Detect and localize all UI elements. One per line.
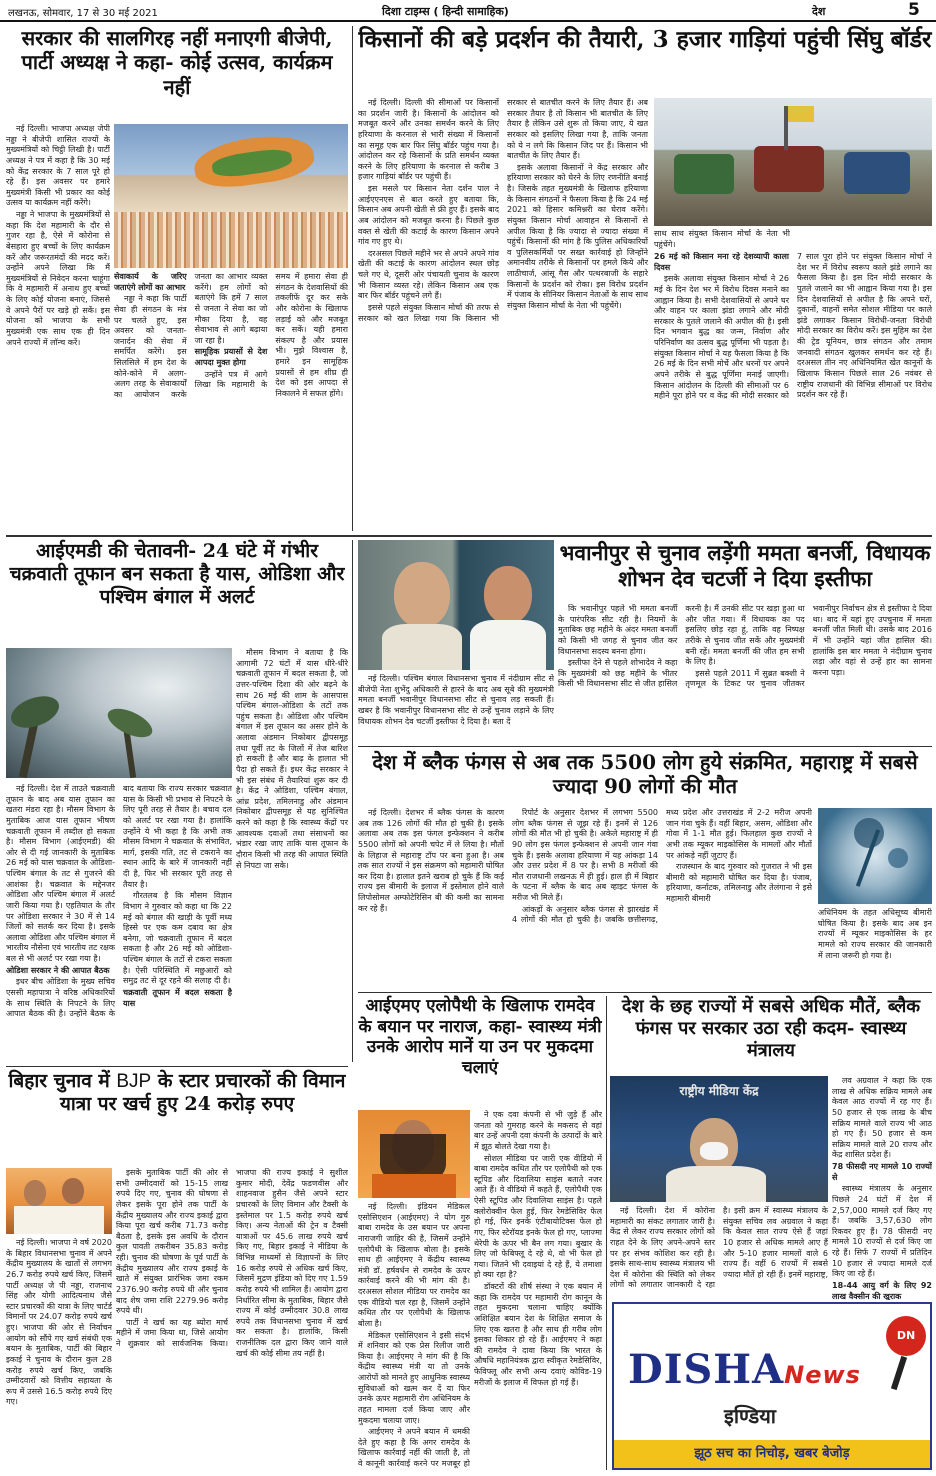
media-centre-banner: राष्ट्रीय मीडिया केंद्र	[679, 1084, 759, 1098]
ad-tagline: झूठ सच का निचोड़, खबर बेजोड़	[614, 1440, 930, 1468]
a2-para: दरअसल पिछले महीने भर से अपने अपने गांव खेती की कटाई के कारण आंदोलन स्थल छोड़ चले गए थे, दूसरी ओर पंचायती चुनाव के कारण भी किसान व्यस्त रहे। लेकिन किसान अब एक बार फिर बॉर्डर पहुंचने लगे हैं।	[358, 248, 499, 301]
a2-para: इस मसले पर किसान नेता दर्शन पाल ने आईएएनएस से बात करते हुए बताया कि, किसान अब अपनी खेती से फ्री हुए हैं। इसके बाद अब आंदोलन को मजबूत करना है। पिछले कुछ वक्त से खेती की कटाई के कारण किसान अपने गांव गए हुए थे।	[358, 184, 499, 247]
header-date: लखनऊ, सोमवार, 17 से 30 मई 2021	[8, 8, 158, 19]
a1-para: उन्होंने पत्र में आगे लिखा कि महामारी के समय में हमारा सेवा ही संगठन के देशवासियों की तकलीफें दूर कर सके और कोरोना के खिलाफ लड़ाई को और मजबूत कर सकें। यही हमारा संकल्प है और प्रयास भी। मुझे विश्वास है, हमारे इन सामूहिक प्रयासों से हम शीघ्र ही देश को इस आपदा से निकालने में सफल होंगे।	[194, 272, 348, 398]
a3-subhead: चक्रवाती तूफान में बदल सकता है यास	[123, 987, 232, 1008]
a5-para: रिपोर्ट के अनुसार देशभर में लगभग 5500 लोग ब्लैक फंगस से जूझ रहे हैं। इनमें से 126 लोगों की मौत भी हो चुकी है। अकेले महाराष्ट्र में ही 90 लोग इस फंगल इन्फेक्शन से अपनी जान गंवा चुके हैं। इसके अलावा हरियाणा में यह आंकड़ा 14 और उत्तर प्रदेश में 8 पर है। सभी 8 मरीजों की मौत राजधानी लखनऊ में ही हुई। हाल ही में बिहार के पटना में ब्लैक के बाद अब व्हाइट फंगस के मरीज भी मिले हैं।	[512, 808, 658, 902]
a1-para: नई दिल्ली। भाजपा अध्यक्ष जेपी नड्डा ने बीजेपी शासित राज्यों के मुख्यमंत्रियों को चिट्ठी लिखी है। पार्टी अध्यक्ष ने पत्र में कहा है कि 30 मई को केंद्र सरकार के 7 साल पूरे हो रहे हैं। इस अवसर पर हमारे मुख्यमंत्री किसी भी प्रकार का कोई उत्सव या कार्यक्रम नहीं करेंगे।	[6, 124, 110, 208]
photo-mamata-shobhandeb	[358, 540, 554, 670]
article-ima-ramdev	[358, 996, 602, 1470]
a6-para: मेडिकल एसोसिएशन ने इसी संदर्भ में शनिवार को एक प्रेस रिलीज जारी किया है। आईएमए ने मांग की है कि केंद्रीय स्वास्थ्य मंत्री या तो उनके आरोपों को मानते हुए आधुनिक स्वास्थ्य सुविधाओं को खत्म कर दें या फिर उनके ऊपर महामारी रोग अधिनियम के तहत मामला दर्ज किया जाए और मुकदमा चलाया जाए।	[358, 1330, 470, 1425]
photo-bjp-leaders	[6, 1168, 112, 1234]
a5-para: राजस्थान के बाद गुरुवार को गुजरात ने भी इस बीमारी को महामारी घोषित कर दिया है। पंजाब, हरियाणा, कर्नाटक, तमिलनाडु और तेलंगाना ने इसे महामारी बीमारी	[666, 862, 812, 903]
headline-farmers-protest: किसानों की बड़े प्रदर्शन की तैयारी, 3 हजार गाड़ियां पहुंची सिंघु बॉर्डर	[358, 26, 932, 53]
ad-brand-news: News	[784, 1361, 861, 1389]
a6-para: आईएमए ने अपने बयान में धमकी देते हुए कहा है कि अगर रामदेव के खिलाफ कार्रवाई नहीं की जाती है, तो वे कानूनी कार्रवाई करने पर मजबूर हो	[358, 1427, 470, 1468]
a5-para: नई दिल्ली। देशभर में ब्लैक फंगस के कारण अब तक 126 लोगों की मौत हो चुकी है। इसके अलावा अब तक इस फंगल इन्फेक्शन ने करीब 5500 लोगों को अपनी चपेट में ले लिया है। मौतों के लिहाज से महाराष्ट्र टॉप पर बना हुआ है। अब तक सात राज्यों ने इस संक्रमण को महामारी घोषित कर दिया है। हालात इतने खराब हो चुके हैं कि कई राज्य इस बीमारी के इलाज में इस्तेमाल होने वाले लिपोसोमल अम्फोटेरिसिन बी की कमी का सामना कर रहे हैं।	[358, 808, 504, 913]
a6-para: सोशल मीडिया पर जारी एक वीडियो में बाबा रामदेव कथित तौर पर एलोपैथी को एक स्टूपिड और दिवालिया साइंस बताते नजर आते हैं। वे वीडियो में कहते हैं, एलोपैथी एक ऐसी स्टूपिड और दिवालिया साइंस है। पहले क्लोरोक्वीन फेल हुई, फिर रेमडेसिविर फेल हो गई, फिर इनके एंटीबायोटिक्स फेल हो गए, फिर स्टेरॉयड इनके फेल हो गए, प्लाज्मा थेरेपी के ऊपर भी बैन लग गया। बुखार के लिए जो फेबिफ्लू दे रहे थे, वो भी फेल हो गया। जितने भी दवाइयां दे रहे हैं, ये तमाशा हो क्या रहा है?	[474, 1153, 602, 1280]
a7-para: नई दिल्ली। देश में कोरोना महामारी का संकट लगातार जारी है। केंद्र से लेकर राज्य सरकार लोगों को राहत देने के लिए अपने-अपने स्तर पर हर संभव कोशिश कर रही है। इसके साथ-साथ स्वास्थ्य मंत्रालय भी देश में कोरोना की स्थिति को लेकर लोगों को लगातार जानकारी दे रहा है। इसी क्रम में स्वास्थ्य मंत्रालय के संयुक्त सचिव लव अग्रवाल ने कहा कि केवल सात राज्य ऐसे हैं जहां 10 हजार से अधिक मामले आए हैं और 5-10 हजार मामलों वाले 6 राज्य हैं। वहीं 6 राज्यों में सबसे ज्यादा मौतें हो रही हैं। इनमें महाराष्ट्र,	[610, 1206, 828, 1290]
section-rule	[6, 1066, 348, 1067]
article-black-fungus	[358, 750, 932, 990]
header-bar	[0, 0, 936, 22]
section-rule	[6, 535, 932, 537]
article-health-ministry	[610, 996, 932, 1300]
photo-caption: साथ साथ संयुक्त किसान मोर्चा के नेता भी पहुंचेंगे।	[654, 229, 790, 249]
a8-para: पार्टी ने खर्च का यह ब्योरा मार्च महीने में जमा किया था, जिसे आयोग ने शुक्रवार को सार्वजनिक किया। भाजपा की राज्य इकाई ने सुशील कुमार मोदी, देवेंद्र फडणवीस और शाहनवाज हुसैन जैसे अपने स्टार प्रचारकों के लिए विमान और टैक्सी के इस्तेमाल पर 1.5 करोड़ रुपये खर्च किए। अन्य नेताओं की ट्रेन व टैक्सी यात्राओं पर 45.6 लाख रुपये खर्च किए गए, बिहार इकाई ने मीडिया के विभिन्न माध्यमों से विज्ञापनों के लिए 16 करोड़ रुपये से अधिक खर्च किए, जिसमें मुद्रण इंडिया को दिए गए 1.59 करोड़ रुपये भी शामिल हैं। आयोग द्वारा निर्धारित सीमा के मुताबिक, बिहार जैसे राज्य में कोई उम्मीदवार 30.8 लाख रुपये तक विधानसभा चुनाव में खर्च कर सकता है। हालांकि, किसी राजनीतिक दल द्वारा किए जाने वाले खर्च की कोई सीमा तय नहीं है।	[116, 1168, 348, 1358]
a1-para: नड्डा ने भाजपा के मुख्यमंत्रियों से कहा कि देश महामारी के दौर से गुजर रहा है, ऐसे में कोरोना से बेसहारा हुए बच्चों के लिए कार्यक्रम करें और जरूरतमंदों की मदद करें। उन्होंने अपने लिखा कि मैं मुख्यमंत्रियों से निवेदन करना चाहूंगा कि वे महामारी में अनाथ हुए बच्चों के लिए कोई योजना बनाएं, जिससे वे अपने पैरों पर खड़े हो सकें। इस योजना को भाजपा के सभी मुख्यमंत्री एक साथ एक ही दिन अपने राज्यों में लॉन्च करें।	[6, 210, 110, 347]
a6-para: डॉक्टरों की शीर्ष संस्था ने एक बयान में कहा कि रामदेव पर महामारी रोग कानून के तहत मुकदमा चलाना चाहिए क्योंकि अशिक्षित बयान देश के शिक्षित समाज के लिए एक खतरा है और साथ ही गरीब लोग इसका शिकार हो रहे हैं। आईएमए ने कहा की रामदेव ने दावा किया कि भारत के औषधि महानियंत्रक द्वारा स्वीकृत रेमडेसिविर, फेविफ्लू और सभी अन्य दवाएं कोविड-19 मरीजों के इलाज में विफल हो गई हैं।	[474, 1282, 602, 1387]
a2-para: नई दिल्ली। दिल्ली की सीमाओं पर किसानों का प्रदर्शन जारी है। किसानों के आंदोलन को मजबूत करने और उनका समर्थन करने के लिए हरियाणा के करनाल से भारी संख्या में किसानों का समूह एक बार फिर सिंघु बॉर्डर पहुंच गया है। आंदोलन कर रहे किसानों के प्रति समर्थन व्यक्त करने के लिए हरियाणा के करनाल से करीब 3 हजार गाड़ियां बॉर्डर पर पहुंची हैं।	[358, 98, 499, 182]
advert-disha-news	[612, 1302, 932, 1470]
a7-para: लव अग्रवाल ने कहा कि एक लाख से अधिक सक्रिय मामले अब केवल आठ राज्यों में रह गए हैं। 50 हजार से एक लाख के बीच सक्रिय मामले वाले राज्य भी आठ हो गए हैं। 50 हजार से कम सक्रिय मामले वाले 20 राज्य और केंद्र शासित प्रदेश हैं।	[832, 1076, 932, 1160]
column-rule	[352, 540, 353, 1062]
a1-subhead: सामूहिक प्रयासों से देश आपदा मुक्त होगा	[194, 347, 268, 367]
a5-para: आंकड़ों के अनुसार ब्लैक फंगस से झारखंड में 4 लोगों की मौत हो चुकी है। जबकि छत्तीसगढ़, मध्य प्रदेश और उत्तराखंड में 2-2 मरीज अपनी जान गंवा चुके हैं। वहीं बिहार, असम, ओडिशा और गोवा में 1-1 मौत हुई। फिलहाल कुछ राज्यों ने अभी तक म्यूकर माइकोसिस के मामलों और मौतों पर आंकड़े नहीं जुटाए हैं।	[512, 808, 812, 925]
photo-caption-mamata	[358, 674, 554, 742]
article-bjp-anniversary	[6, 26, 348, 531]
column-rule	[352, 26, 353, 531]
a8-para: नई दिल्ली। भाजपा ने वर्ष 2020 के बिहार विधानसभा चुनाव में अपने केंद्रीय मुख्यालय के खातों से लगभग 26.7 करोड़ रुपये खर्च किए, जिसमें पार्टी अध्यक्ष जे पी नड्डा, राजनाथ सिंह और योगी आदित्यनाथ जैसे स्टार प्रचारकों की यात्रा के लिए चार्टर्ड विमानों पर 24.07 करोड़ रुपये खर्च हुए। भाजपा की ओर से निर्वाचन आयोग को सौंपे गए खर्च संबंधी एक बयान के मुताबिक, पार्टी की बिहार इकाई ने चुनाव के दौरान कुल 28 करोड़ रुपये खर्च किए, जबकि उम्मीदवारों को वित्तीय सहायता के रूप में उससे 16.5 करोड़ रुपये दिए गए।	[6, 1238, 112, 1407]
header-paper-name: दिशा टाइम्स ( हिन्दी सामाहिक)	[382, 5, 509, 18]
headline-bjp-anniversary: सरकार की सालगिरह नहीं मनाएगी बीजेपी, पार्टी अध्यक्ष ने कहा- कोई उत्सव, कार्यक्रम नहीं	[21, 26, 333, 99]
header-page-number: 5	[908, 0, 920, 20]
a6-para: नई दिल्ली। इंडियन मेडिकल एसोसिएशन (आईएमए) ने योग गुरु बाबा रामदेव के उस बयान पर अपना नाराजगी जाहिर की है, जिसमें उन्होंने एलोपैथी के खिलाफ बोला है। इसके साथ ही आईएमए ने केंद्रीय स्वास्थ्य मंत्री डॉ. हर्षवर्धन से रामदेव के ऊपर कार्रवाई करने की भी मांग की है। दरअसल सोशल मीडिया पर रामदेव का एक वीडियो चल रहा है, जिसमें उन्होंने कथित तौर पर एलोपैथी के खिलाफ बोला है।	[358, 1202, 470, 1328]
photo-press-conference	[610, 1076, 828, 1202]
ad-brand-text: DISHA	[628, 1346, 785, 1393]
ad-brand	[628, 1346, 861, 1393]
photo-bjp-rally	[114, 124, 348, 268]
headline-bihar-election-expense	[6, 1070, 348, 1116]
photo-ramdev	[358, 1110, 470, 1198]
a7-subhead: 78 फीसदी नए मामले 10 राज्यों से	[832, 1162, 932, 1182]
article-bihar-election-expense	[6, 1070, 348, 1470]
a4-para: इससे पहले 2011 में सुब्रत बक्शी ने तृणमूल के टिकट पर चुनाव जीतकर भवानीपुर निर्वाचन क्षेत्र से इस्तीफा दे दिया था। बाद में यहां हुए उपचुनाव में ममता बनर्जी जीत मिली थी। उसके बाद 2016 में भी उन्होंने यहां जीत हासिल की। हालांकि इस बार ममता ने नंदीग्राम चुनाव लड़ा और वहां से उन्हें हार का सामना करना पड़ा।	[685, 604, 932, 689]
photo-tractors	[654, 98, 932, 226]
photo-fungus-microscope	[818, 808, 932, 904]
photo-cyclone-storm	[6, 648, 232, 778]
a3-subhead: ओडिशा सरकार ने की आपात बैठक	[6, 965, 110, 975]
ad-subtitle: इण्डिया	[724, 1404, 776, 1428]
header-section: देश	[812, 5, 826, 18]
headline-mamata-bhawanipur: भवानीपुर से चुनाव लड़ेंगी ममता बनर्जी, विधायक शोभन देव चटर्जी ने दिया इस्तीफा	[559, 540, 931, 591]
article-farmers-protest	[358, 26, 932, 531]
headline-part: बिहार चुनाव में	[8, 1070, 117, 1092]
a2-subhead: 26 मई को किसान मना रहे देशव्यापी काला दिवस	[654, 252, 789, 272]
a1-para: नड्डा ने कहा कि पार्टी सेवा ही संगठन के मंत्र पर चलते हुए, इस अवसर को जनता-जनार्दन की सेवा में समर्पित करेंगे। इस सिलसिले में हम देश के कोने-कोने में अलग-अलग तरह के सेवाकार्यों का आयोजन करके जनता का आभार व्यक्त करेंगे। हम लोगों को बताएंगे कि हमें 7 साल से जनता ने सेवा का जो मौका दिया है, वह सेवाभाव से आगे बढ़ाया जा रहा है।	[114, 272, 268, 399]
headline-part-bjp: BJP	[116, 1071, 152, 1092]
a4-para: कि भवानीपुर पहले भी ममता बनर्जी के पारंपरिक सीट रही है। नियमों के मुताबिक छह महीने के अंदर ममता बनर्जी को किसी भी जगह से चुनाव जीत कर विधानसभा सदस्य बनना होगा।	[558, 604, 678, 656]
a1-subhead: सेवाकार्य के जरिए जताएंगे लोगों का आभार	[114, 272, 187, 292]
a2-para: इससे पहले संयुक्त किसान मोर्चा की तरफ से सरकार को खत लिखा गया कि किसान भी सरकार से बातचीत करने के लिए तैयार हैं। अब सरकार तैयार है तो किसान भी बातचीत के लिए तैयार है लेकिन उसे शुरू तो किया जाए, ये खत सरकार को इसलिए लिखा गया है, ताकि जनता को ये न लगे कि किसान जिद पर हैं। किसान भी बातचीत के लिए तैयार हैं।	[358, 98, 648, 323]
a7-subhead: 18-44 आयु वर्ग के लिए 92 लाख वैक्सीन की खुराक	[832, 1280, 932, 1300]
a2-para: इसके अलावा संयुक्त किसान मोर्चा ने 26 मई के दिन देश भर में विरोध दिवस मनाने का आह्वान किया है। सभी देशवासियों से अपने घर और वाहन पर काला झंडा लगाने और मोदी सरकार के पुतले जलाने की अपील की है। इसी दिन भगवान बुद्ध का जन्म, निर्वाण और परिनिर्वाण का उत्सव बुद्ध पूर्णिमा भी पड़ता है। संयुक्त किसान मोर्चा ने यह फैसला किया है कि 26 मई के दिन सभी मोर्चे और धरनों पर अपने अपने तरीके से बुद्ध पूर्णिमा मनाई जाएगी। किसान आंदोलन के दिल्ली की सीमाओं पर 6 महीने पूरा होने पर व केंद्र की मोदी सरकार को 7 साल पूरा होने पर संयुक्त किसान मोर्चा ने देश भर में विरोध स्वरूप काले झंडे लगाने का फैसला किया है। इस दिन मोदी सरकार के पुतले जलाने का भी आह्वान किया गया है। इस दिन देशवासियों से अपील है कि अपने घरों, दुकानों, वाहनों समेत सोशल मीडिया पर काले झंडे लगाकर किसान विरोधी-जनता विरोधी मोदी सरकार का विरोध करें। इस मुहिम का देश की ट्रेड यूनियन, छात्र संगठन और तमाम जनवादी संगठन खुलकर समर्थन कर रहे हैं। दरअसल तीन नए अधिनियमित खेत कानूनों के खिलाफ किसान पिछले साल 26 नवंबर से राष्ट्रीय राजधानी की विभिन्न सीमाओं पर विरोध प्रदर्शन कर रहे हैं।	[654, 252, 932, 401]
headline-cyclone-yaas: आईएमडी की चेतावनी- 24 घंटे में गंभीर चक्रवाती तूफान बन सकता है यास, ओडिशा और पश्चिम बंगाल में अलर्ट	[9, 540, 345, 609]
column-rule	[606, 996, 607, 1470]
photo-caption: अधिनियम के तहत अधिसूच्य बीमारी घोषित किया है। इसके बाद अब इन राज्यों में म्यूकर माइकोसिस के हर मामले को राज्य सरकार की जानकारी में लाना जरूरी हो गया है।	[818, 908, 932, 960]
a3-para: नई दिल्ली। देश में ताउते चक्रवाती तूफान के बाद अब यास तूफान का खतरा मंडरा रहा है। मौसम विभाग के मुताबिक आज यास तूफान भीषण चक्रवाती तूफान में तब्दील हो सकता है। मौसम विभाग (आईएमडी) की ओर से दी गई जानकारी के मुताबिक 26 मई को यास चक्रवात के ओडिशा-पश्चिम बंगाल के तट से गुजरने की आशंका है। चक्रवात के मद्देनजर ओडिशा और पश्चिम बंगाल में अलर्ट जारी किया गया है। एहतियात के तौर पर ओडिशा सरकार ने 30 में से 14 जिलों को सतर्क कर दिया है। इसके अलावा ओडिशा और पश्चिम बंगाल में भारतीय नौसेना एवं भारतीय तट रक्षक बल से भी अलर्ट पर रखा गया है।	[6, 784, 115, 963]
a3-para: गौरतलब है कि मौसम विज्ञान विभाग ने गुरुवार को कहा था कि 22 मई को बंगाल की खाड़ी के पूर्वी मध्य हिस्से पर एक कम दबाव का क्षेत्र बनेगा, जो चक्रवाती तूफान में बदल सकता है और 26 मई को ओडिशा-पश्चिम बंगाल के तटों से टकरा सकता है। ऐसी परिस्थिति में मछुआरों को समुद्र तट से दूर रहने की सलाह दी है।	[123, 891, 232, 986]
ad-badge: DN	[886, 1316, 926, 1356]
a4-body	[558, 604, 932, 738]
section-rule	[358, 992, 932, 993]
headline-part: के स्टार प्रचारकों की विमान यात्रा पर खर्च हुए 24 करोड़ रुपए	[59, 1070, 346, 1116]
photo-caption: नई दिल्ली। पश्चिम बंगाल विधानसभा चुनाव में नंदीग्राम सीट से बीजेपी नेता शुभेंदु अधिकारी से हारने के बाद अब सूबे की मुख्यमंत्री ममता बनर्जी भवानीपुर विधानसभा सीट से चुनाव लड़ सकती हैं। खबर है कि भवानीपुर विधानसभा सीट से उन्हें चुनाव लड़ाने के लिए विधायक शोभन देव चटर्जी इस्तीफा दे दिया है। बता दें	[358, 674, 554, 726]
a3-para: मौसम विभाग ने बताया है कि आगामी 72 घंटों में यास धीरे-धीरे चक्रवाती तूफान में बदल सकता है, जो उत्तर-पश्चिम दिशा की ओर बढ़ने के साथ 26 मई की शाम के आसपास पश्चिम बंगाल-ओडिशा के तटों तक पहुंच सकता है। ओडिशा और पश्चिम बंगाल में इस तूफान का असर होने के अलावा अंडमान निकोबार द्वीपसमूह तथा पूर्वी तट के जिलों में तेज बारिश हो सकती है और बाढ़ के हालात भी पैदा हो सकते हैं। इधर केंद्र सरकार ने भी इस संबंध में तैयारियां शुरू कर दी है। केंद्र ने ओडिशा, पश्चिम बंगाल, आंध्र प्रदेश, तमिलनाडु और अंडमान निकोबार द्वीपसमूह से यह सुनिश्चित करने को कहा है कि स्वास्थ्य केंद्रों पर आवश्यक दवाओं तथा संसाधनों का भंडार रखा जाए ताकि यास तूफान के दौरान किसी भी तरह की आपात स्थिति से निपटा जा सके।	[236, 648, 348, 870]
microphone-icon	[891, 1356, 907, 1390]
headline-black-fungus: देश में ब्लैक फंगस से अब तक 5500 लोग हुये संक्रमित, महाराष्ट्र में सबसे ज्यादा 90 लोगों की मौत	[372, 750, 918, 799]
a6-para: ने एक दवा कंपनी से भी जुड़े हैं और जनता को गुमराह करने के मकसद से वहां बार उन्हें अपनी दवा कंपनी के उत्पादों के बारे में झूठ बोलते देखा गया है।	[474, 1110, 602, 1151]
article-cyclone-yaas	[6, 540, 348, 1062]
section-rule	[358, 746, 932, 747]
headline-ima-ramdev: आईएमए एलोपैथी के खिलाफ रामदेव के बयान पर नाराज, कहा- स्वास्थ्य मंत्री उनके आरोप मानें या उन पर मुकदमा चलाएं	[358, 996, 602, 1079]
a3-para: इधर बीच ओडिशा के मुख्य सचिव एससी महापात्रा ने वरिष्ठ अधिकारियों के साथ स्थिति के निपटने के लिए आपात बैठक की है। उन्होंने बैठक के बाद बताया कि राज्य सरकार चक्रवात यास के किसी भी प्रभाव से निपटने के लिए पूरी तरह से तैयार है। बचाव दल को अलर्ट पर रखा गया है। हालांकि उन्होंने ये भी कहा है कि अभी तक मौसम विभाग ने चक्रवात के संभावित, मार्ग, इसकी गति, तट से टकराने का स्थान आदि के बारे में जानकारी नहीं दी है, फिर भी सरकार पूरी तरह से तैयार है।	[6, 784, 232, 1019]
a7-para: स्वास्थ्य मंत्रालय के अनुसार पिछले 24 घंटों में देश में 2,57,000 मामले दर्ज किए गए हैं। जबकि 3,57,630 लोग रिकवर हुए हैं। 78 फीसदी नए मामले 10 राज्यों से दर्ज किए जा रहे हैं। सिर्फ 7 राज्यों में प्रतिदिन 10 हजार से ज्यादा मामले दर्ज किए जा रहे हैं।	[832, 1184, 932, 1279]
a8-para: इसके मुताबिक पार्टी की ओर से सभी उम्मीदवारों को 15-15 लाख रुपये दिए गए, चुनाव की घोषणा से लेकर इसके पूरा होने तक पार्टी के केंद्रीय मुख्यालय और राज्य इकाई द्वारा किया पूरा खर्च करीब 71.73 करोड़ बैठता है, इसके इस अवधि के दौरान कुल पावती तकरीबन 35.83 करोड़ रही। चुनाव की घोषणा के पूर्व पार्टी के केंद्रीय मुख्यालय और राज्य इकाई के खाते में संयुक्त प्रारंभिक जमा रकम 2376.90 करोड़ रुपये थी और चुनाव बाद शेष जमा राशि 2279.96 करोड़ रुपये थी।	[116, 1168, 228, 1316]
a4-para: इस्तीफा देने से पहले शोभादेव ने कहा कि मुख्यमंत्री को छह महीने के भीतर किसी भी विधानसभा सीट से जीत हासिल करनी है। मैं उनकी सीट पर खड़ा हुआ था और जीत गया। मैं विधायक का पद इसलिए छोड़ रहा हूं, ताकि वह निष्पक्ष तरीके से चुनाव जीत सकें और मुख्यमंत्री बनी रहें। ममता बनर्जी की जीत हम सभी के लिए है।	[558, 604, 805, 689]
a2-para: इसके अलावा किसानों ने केंद्र सरकार और हरियाणा सरकार को घेरने के लिए रणनीति बनाई है। जिसके तहत मुख्यमंत्री के खिलाफ हरियाणा के किसान संगठनों ने फैसला किया है कि 24 मई 2021 को हिसार कमिश्नरी का घेराव करेंगे। संयुक्त किसान मोर्चा आवाहन से किसानों से अपील किया है कि ज्यादा से ज्यादा संख्या में पहुंचें। किसानों की मांग है कि पुलिस अधिकारियों व पुलिसकर्मियों पर सख्त कार्रवाई हो जिन्होंने अमानवीय तरीके से किसानों पर हमले किये और लाठीचार्ज, आंसू गैस और पत्थरबाजी के सहारे किसानों के प्रदर्शन को रोका। इस विरोध प्रदर्शन में पंजाब के सीनियर किसान नेताओं के साथ साथ संयुक्त किसान मोर्चा के नेता भी पहुंचेंगे।	[507, 162, 648, 310]
headline-health-ministry: देश के छह राज्यों में सबसे अधिक मौतें, ब्लैक फंगस पर सरकार उठा रही कदम- स्वास्थ्य मंत्रालय	[621, 996, 921, 1061]
